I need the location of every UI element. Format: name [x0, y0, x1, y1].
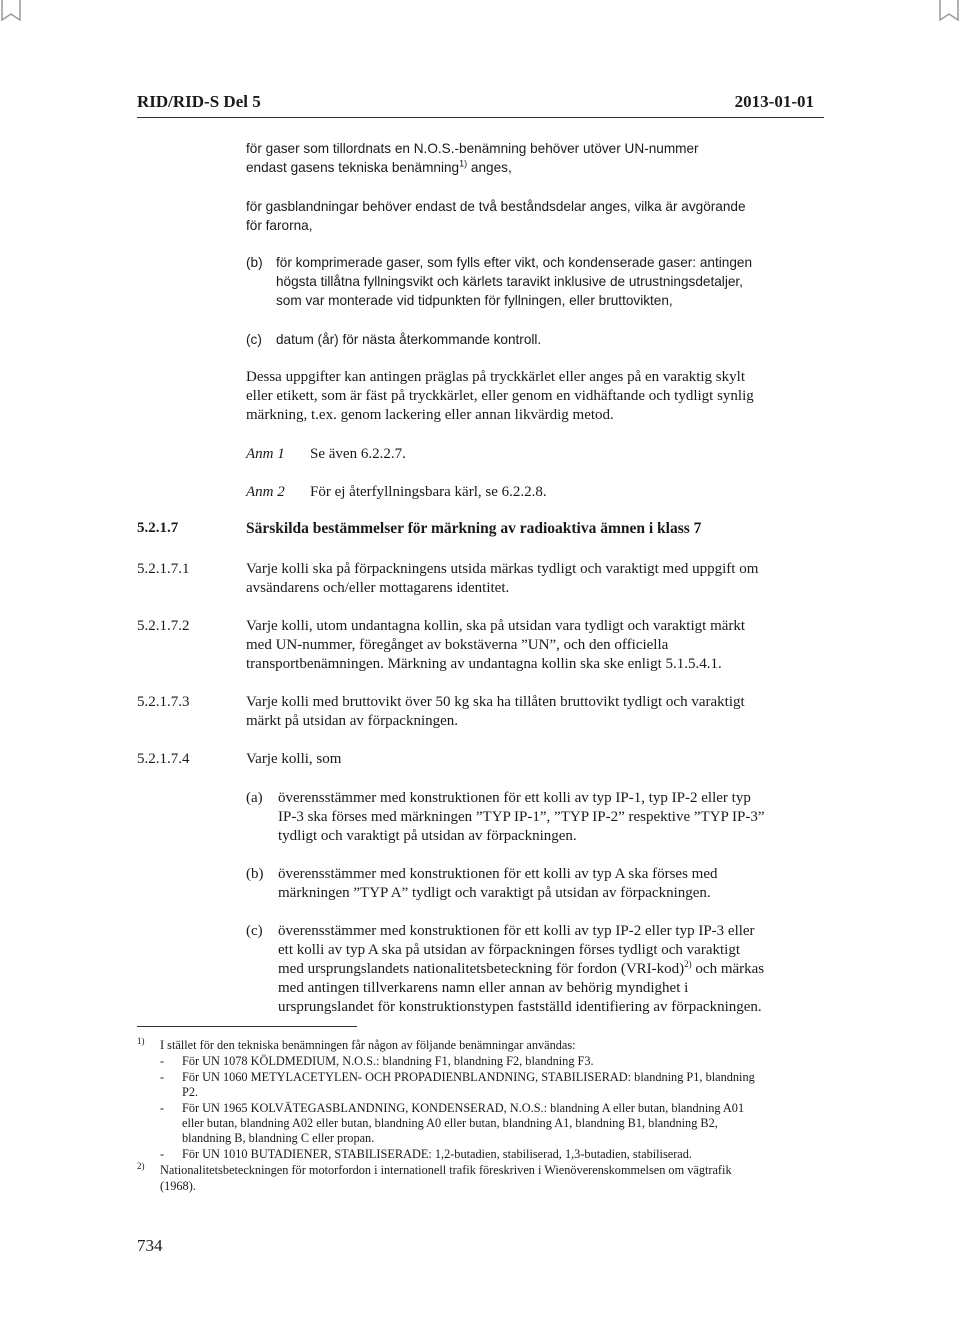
- subsection-line: avsändarens och/eller mottagarens identitet.: [246, 580, 510, 596]
- note-label: Anm 1: [246, 446, 285, 462]
- list-label: (b): [246, 866, 264, 882]
- intro-line: endast gasens tekniska benämning$^{1)}$ anges,: [246, 158, 512, 175]
- list-item-text: märkningen ”TYP A” tydligt och varaktigt på utsidan av förpackningen.: [278, 885, 711, 901]
- subsection-line: Varje kolli med bruttovikt över 50 kg ska ha tillåten bruttovikt tydligt och varaktigt: [246, 694, 745, 710]
- subsection-line: med UN-nummer, föregånget av bokstäverna ”UN”, och den officiella: [246, 637, 669, 653]
- list-item-text: tydligt och varaktigt på utsidan av förpackningen.: [278, 828, 577, 844]
- paragraph-line: eller etikett, som är fäst på tryckkärlet, eller genom en vidhäftande och tydligt synlig: [246, 388, 754, 404]
- subsection-line: Varje kolli ska på förpackningens utsida märkas tydligt och varaktigt med uppgift om: [246, 561, 759, 577]
- section-title: Särskilda bestämmelser för märkning av radioaktiva ämnen i klass 7: [246, 520, 702, 537]
- subsection-number: 5.2.1.7.3: [137, 694, 190, 710]
- footnote-text: För UN 1010 BUTADIENER, STABILISERADE: 1,2-butadien, stabiliserad, 1,3-butadien, stabiliserad.: [182, 1147, 692, 1161]
- list-item-text: med antingen tillverkarens namn eller annan av behörig myndighet i: [278, 980, 689, 996]
- footnote-text: blandning B, blandning C eller propan.: [182, 1131, 375, 1145]
- note-text: För ej återfyllningsbara kärl, se 6.2.2.8.: [310, 484, 547, 500]
- header-divider: [137, 117, 824, 118]
- footnote-text: För UN 1965 KOLVÄTEGASBLANDNING, KONDENSERAD, N.O.S.: blandning A eller butan, blandning A01: [182, 1101, 745, 1115]
- footnote-dash: -: [160, 1054, 165, 1068]
- list-item-text: högsta tillåtna fyllningsvikt och kärlets taravikt inklusive de utrustningsdetaljer,: [276, 274, 743, 289]
- subsection-line: Varje kolli, utom undantagna kollin, ska på utsidan vara tydligt och varaktigt märkt: [246, 618, 746, 634]
- note-label: Anm 2: [246, 484, 285, 500]
- list-item-text: ursprungslandet för konstruktionstypen fastställd identifiering av förpackningen.: [278, 999, 762, 1015]
- footnote-text: eller butan, blandning A02 eller butan, blandning A0 eller butan, blandning A1, blandning B1, blandning B2,: [182, 1116, 718, 1130]
- footnote-text: P2.: [182, 1085, 199, 1099]
- running-header-title: RID/RID-S Del 5: [137, 92, 261, 111]
- footnote-divider: [137, 1026, 357, 1027]
- list-label: (b): [246, 255, 263, 270]
- footnote-ref[interactable]: 2): [684, 959, 692, 969]
- footnote-text: För UN 1060 METYLACETYLEN- OCH PROPADIENBLANDNING, STABILISERAD: blandning P1, blandning: [182, 1070, 755, 1084]
- list-item-text: överensstämmer med konstruktionen för ett kolli av typ IP-2 eller typ IP-3 eller: [278, 923, 755, 939]
- footnote-dash: -: [160, 1101, 165, 1115]
- note-text: Se även 6.2.2.7.: [310, 446, 406, 462]
- list-item-text: ett kolli av typ A ska på utsidan av förpackningen förses tydligt och varaktigt: [278, 942, 740, 958]
- footnote-ref[interactable]: 1): [459, 158, 468, 169]
- list-item-text: för komprimerade gaser, som fylls efter vikt, och kondenserade gaser: antingen: [276, 255, 753, 270]
- list-item-text: datum (år) för nästa återkommande kontroll.: [276, 332, 542, 347]
- footnote-text: I stället för den tekniska benämningen får någon av följande benämningar användas:: [160, 1038, 576, 1052]
- page-number: 734: [137, 1236, 163, 1255]
- subsection-number: 5.2.1.7.1: [137, 561, 190, 577]
- footnote-dash: -: [160, 1070, 165, 1084]
- paragraph-line: märkning, t.ex. genom lackering eller annan likvärdig metod.: [246, 407, 614, 423]
- list-label: (a): [246, 790, 263, 806]
- subsection-line: Varje kolli, som: [246, 751, 342, 767]
- list-label: (c): [246, 923, 263, 939]
- bookmark-icon[interactable]: [938, 0, 960, 22]
- gasblandning-line: för gasblandningar behöver endast de två beståndsdelar anges, vilka är avgörande: [246, 199, 746, 214]
- footnote-text: För UN 1078 KÖLDMEDIUM, N.O.S.: blandning F1, blandning F2, blandning F3.: [182, 1054, 594, 1068]
- gasblandning-line: för farorna,: [246, 218, 313, 233]
- intro-line: för gaser som tillordnats en N.O.S.-benämning behöver utöver UN-nummer: [246, 141, 699, 156]
- subsection-number: 5.2.1.7.4: [137, 751, 190, 767]
- section-number: 5.2.1.7: [137, 520, 179, 536]
- running-header-date: 2013-01-01: [734, 92, 814, 111]
- subsection-line: märkt på utsidan av förpackningen.: [246, 713, 459, 729]
- subsection-line: transportbenämningen. Märkning av undantagna kollin ska ske enligt 5.1.5.4.1.: [246, 656, 722, 672]
- footnote-dash: -: [160, 1147, 165, 1161]
- list-item-text: med ursprungslandets nationalitetsbeteckning för fordon $(VRI-kod)^{2)}$ och märkas: [278, 959, 765, 977]
- list-item-text: överensstämmer med konstruktionen för ett kolli av typ IP-1, typ IP-2 eller typ: [278, 790, 751, 806]
- list-item-text: överensstämmer med konstruktionen för ett kolli av typ A ska förses med: [278, 866, 718, 882]
- list-item-text: IP-3 ska förses med märkningen ”TYP IP-1”, ”TYP IP-2” respektive ”TYP IP-3”: [278, 809, 765, 825]
- footnote-text: Nationalitetsbeteckningen för motorfordon i internationell trafik föreskriven i Wienöverenskommelsen om vägtrafik: [160, 1163, 732, 1177]
- footnote-text: (1968).: [160, 1179, 196, 1193]
- paragraph-line: Dessa uppgifter kan antingen präglas på tryckkärlet eller anges på en varaktig skylt: [246, 369, 745, 385]
- list-item-text: som var monterade vid tidpunkten för fyllningen, eller bruttovikten,: [276, 293, 673, 308]
- footnote-mark: 2): [137, 1161, 145, 1171]
- footnote-mark: 1): [137, 1036, 145, 1046]
- list-label: (c): [246, 332, 262, 347]
- bookmark-icon[interactable]: [0, 0, 22, 22]
- subsection-number: 5.2.1.7.2: [137, 618, 190, 634]
